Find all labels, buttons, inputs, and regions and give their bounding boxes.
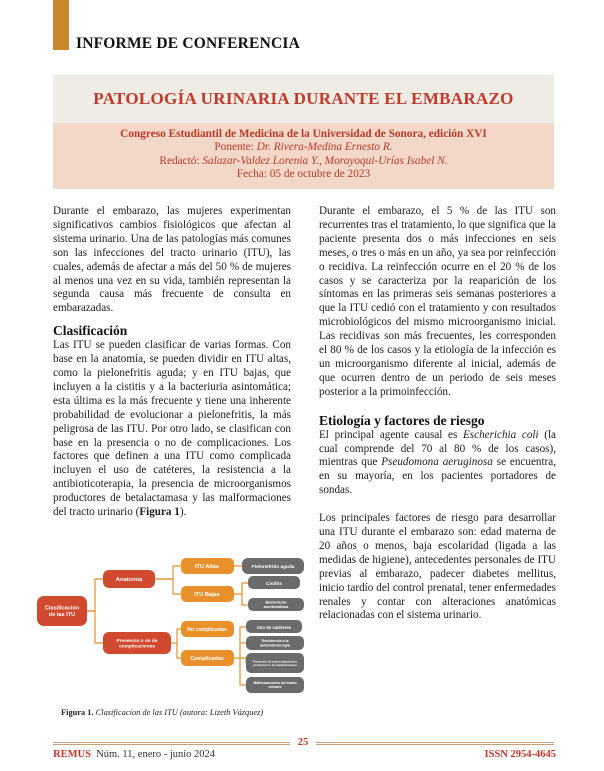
classification-end: ). bbox=[179, 506, 187, 519]
node-altas-label: ITU Altas bbox=[194, 564, 220, 570]
date-line: Fecha: 05 de octubre de 2023 bbox=[236, 168, 371, 181]
caption-label: Figura 1. bbox=[61, 708, 94, 717]
congress-name: Congreso Estudiantil de Medicina de la Universidad de Sonora, edición XVI bbox=[120, 128, 487, 140]
right-column bbox=[319, 205, 556, 631]
figure-reference: Figura 1 bbox=[139, 506, 180, 519]
node-pielonefritis-label: Pielonefritis aguda bbox=[251, 565, 295, 570]
node-presencia-label: Presencia o no de complicaciones bbox=[116, 638, 158, 650]
speaker-label: Ponente: bbox=[214, 141, 257, 154]
node-malformaciones-label: Malformaciones del tracto urinario bbox=[253, 681, 297, 690]
accent-bar bbox=[53, 0, 69, 50]
node-root-label: Clasificación de las ITU bbox=[44, 605, 80, 619]
etiology-text-b: (la cual comprende del 70 al 80 % de los casos), mientras que bbox=[319, 428, 557, 469]
issue-info: Núm. 11, enero - junio 2024 bbox=[96, 749, 216, 760]
left-column bbox=[53, 205, 291, 528]
node-anatomia-label: Anatomía bbox=[115, 577, 143, 583]
node-bacteriuria-label: Bacteriuria asintomática bbox=[263, 599, 289, 610]
node-cistitis-label: Cistitis bbox=[266, 582, 282, 587]
node-resistencia-label: Resistencia a la antibioticoterapia bbox=[260, 639, 290, 648]
node-complicadas-label: Complicadas bbox=[190, 656, 224, 662]
journal-info bbox=[53, 749, 215, 760]
article-info bbox=[53, 128, 554, 182]
etiology-text-a: El principal agente causal es bbox=[319, 428, 463, 441]
classification-heading: Clasificación bbox=[53, 323, 128, 339]
writers-line bbox=[53, 155, 554, 168]
organism-ecoli: Escherichia coli bbox=[463, 428, 539, 441]
page-number: 25 bbox=[290, 737, 316, 748]
journal-name: REMUS bbox=[53, 749, 91, 760]
issn: ISSN 2954-4645 bbox=[484, 749, 556, 760]
article-title: PATOLOGÍA URINARIA DURANTE EL EMBARAZO bbox=[93, 89, 514, 108]
node-cateteres-label: Uso de catéteres bbox=[256, 625, 292, 630]
etiology-heading: Etiología y factores de riesgo bbox=[319, 412, 485, 428]
speaker-name: Dr. Rivera-Medina Ernesto R. bbox=[256, 141, 393, 154]
node-no-complicadas-label: No complicadas bbox=[187, 627, 227, 633]
writers-label: Redactó: bbox=[159, 154, 203, 167]
figure-caption bbox=[61, 708, 263, 717]
classification-paragraph bbox=[53, 339, 291, 520]
intro-paragraph: Durante el embarazo, las mujeres experimentan significativos cambios fisiológicos que afectan al sistema urinario. Una de las patologías más comunes son las infecciones del tracto urinario (ITU), las cuales, además de afectar a más del 50 % de mujeres al menos una vez en su vida, también representan la segunda causa más frecuente de consulta en embarazadas. bbox=[53, 205, 291, 315]
risk-factors-paragraph: Los principales factores de riesgo para desarrollar una ITU durante el embarazo son: edad materna de 20 años o menos, baja escolaridad (ligada a las medidas de higiene), antecedentes personales de ITU previas al embarazo, padecer diabetes mellitus, inicio tardío del control prenatal, tener enfermedades renales y contar con alteraciones anatómicas relacionadas con el sistema urinario. bbox=[319, 512, 556, 622]
classification-diagram bbox=[35, 553, 325, 703]
classification-text: Las ITU se pueden clasificar de varias formas. Con base en la anatomía, se pueden dividir en ITU altas, como la pielonefritis aguda; y en ITU bajas, que incluyen a la cistitis y a la bacteriuria asintomática; esta última es la más frecuente y tiene una inherente probabilidad de evolucionar a pielonefritis, la más peligrosa de las ITU. Por otro lado, se clasifican con base en la presencia o no de complicaciones. Los factores que definen a una ITU como complicada incluyen el uso de catéteres, la resistencia a la antibioticoterapia, la presencia de microorganismos productores de betalactamasa y las malformaciones del tracto urinario ( bbox=[53, 339, 291, 519]
node-bajas-label: ITU Bajas bbox=[194, 592, 220, 598]
organism-pseudomona: Pseudomona aeruginosa bbox=[381, 456, 493, 469]
writers-names: Salazar-Valdez Lorenia Y., Moroyoqui-Urías Isabel N. bbox=[202, 154, 448, 167]
node-betalactamasa-label: Presencia de microorganismos productores de betalactamasa bbox=[252, 659, 298, 667]
speaker-line bbox=[53, 141, 554, 154]
caption-text: Clasificacion de las ITU (autora: Lizeth Vázquez) bbox=[95, 708, 264, 717]
etiology-text-c: se encuentra, en su mayoría, en los pacientes portadores de sondas. bbox=[319, 456, 556, 497]
recurrence-paragraph: Durante el embarazo, el 5 % de las ITU son recurrentes tras el tratamiento, lo que significa que la paciente presenta dos o más infecciones en seis meses, o tres o más en un año, ya sea por reinfección o recidiva. La reinfección ocurre en el 20 % de los casos y se caracteriza por la reaparición de los síntomas en las primeras seis semanas posteriores a que la ITU cedió con el tratamiento y con resultados microbiológicos del mismo microorganismo inicial. Las recidivas son más frecuentes, les corresponden el 80 % de los casos y la etiología de la infección es un microorganismo diferente al inicial, además de que ocurren dentro de un periodo de seis meses posterior a la primoinfección. bbox=[319, 205, 556, 398]
etiology-paragraph bbox=[319, 429, 556, 499]
section-label: INFORME DE CONFERENCIA bbox=[76, 35, 300, 52]
